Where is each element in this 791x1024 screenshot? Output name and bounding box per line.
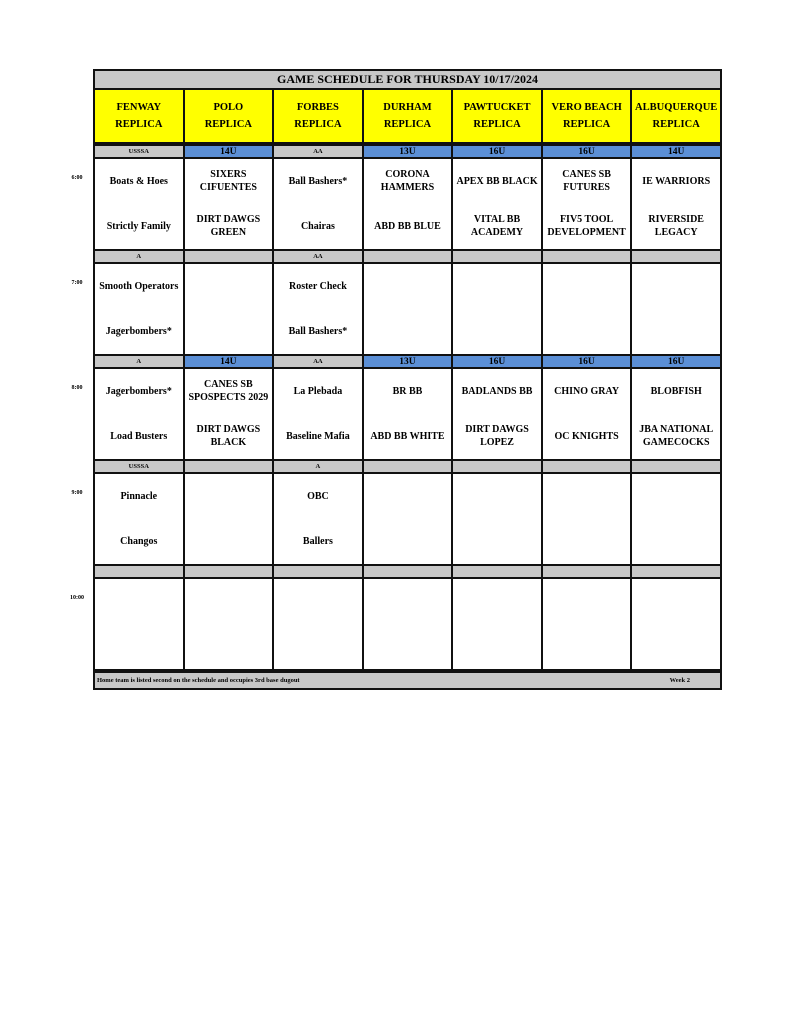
home-team (632, 310, 720, 354)
away-team (364, 474, 452, 520)
home-team (543, 415, 631, 459)
home-team (185, 205, 273, 249)
division-label: USSSA (94, 145, 184, 158)
away-team-name: Ball Bashers* (288, 175, 348, 187)
division-label (631, 565, 721, 578)
away-team (543, 159, 631, 205)
away-team-name: Roster Check (288, 280, 347, 292)
home-team (632, 625, 720, 669)
division-label (184, 565, 274, 578)
game-cell (94, 368, 184, 460)
away-team (543, 474, 631, 520)
away-team-name: APEX BB BLACK (456, 175, 538, 187)
division-label (631, 460, 721, 473)
away-team-name: La Plebada (293, 385, 343, 397)
home-team (95, 310, 183, 354)
away-team-name: BLOBFISH (650, 385, 702, 397)
home-team-name: JBA NATIONAL GAMECOCKS (639, 424, 714, 448)
away-team-name: IE WARRIORS (642, 175, 711, 187)
home-team-name: Ball Bashers* (288, 325, 348, 337)
away-team (453, 474, 541, 520)
home-team (185, 520, 273, 564)
time-slots-table (93, 144, 722, 671)
home-team (364, 520, 452, 564)
home-team (453, 205, 541, 249)
division-label: 16U (452, 145, 542, 158)
game-cell (273, 263, 363, 355)
division-label (184, 250, 274, 263)
away-team (453, 369, 541, 415)
away-team (95, 579, 183, 625)
home-team-name: Chairas (300, 220, 335, 232)
away-team (95, 159, 183, 205)
away-team (364, 369, 452, 415)
away-team (543, 264, 631, 310)
home-team-name: ABD BB BLUE (374, 220, 441, 232)
away-team-name: Jagerbombers* (105, 385, 172, 397)
division-label: A (94, 250, 184, 263)
division-label (631, 250, 721, 263)
away-team (274, 369, 362, 415)
game-cell (94, 158, 184, 250)
home-team (95, 625, 183, 669)
away-team (632, 369, 720, 415)
home-team-name: DIRT DAWGS BLACK (196, 424, 261, 448)
home-team (185, 310, 273, 354)
game-cell (452, 473, 542, 565)
time-slot-row (94, 158, 721, 250)
game-cell (631, 473, 721, 565)
game-cell (184, 263, 274, 355)
division-label (363, 460, 453, 473)
game-cell (94, 578, 184, 670)
away-team-name: Smooth Operators (99, 280, 179, 292)
home-team (453, 520, 541, 564)
game-cell (184, 158, 274, 250)
home-team (185, 415, 273, 459)
time-slot-row (94, 578, 721, 670)
field-header-fenway: FENWAY REPLICA (94, 89, 184, 143)
field-header-polo: POLO REPLICA (184, 89, 274, 143)
away-team (185, 369, 273, 415)
home-team-name: Ballers (302, 535, 333, 547)
division-label: AA (273, 145, 363, 158)
time-label: 6:00 (71, 175, 83, 181)
time-label: 7:00 (71, 280, 83, 286)
footer-bar (94, 672, 721, 689)
footer-table (93, 671, 722, 690)
division-band-row (94, 145, 721, 158)
game-cell (542, 368, 632, 460)
game-cell (452, 368, 542, 460)
game-cell (631, 158, 721, 250)
division-label: 13U (363, 145, 453, 158)
game-cell (363, 263, 453, 355)
game-cell (363, 368, 453, 460)
division-label: 13U (363, 355, 453, 368)
home-team-name: Changos (120, 535, 158, 547)
home-team (274, 415, 362, 459)
away-team (185, 264, 273, 310)
game-cell (273, 368, 363, 460)
game-cell (631, 263, 721, 355)
game-cell (542, 158, 632, 250)
home-team-note: Home team is listed second on the schedule and occupies 3rd base dugout (97, 677, 300, 684)
division-label (452, 565, 542, 578)
division-label: 16U (542, 355, 632, 368)
away-team (95, 264, 183, 310)
division-band-row (94, 460, 721, 473)
home-team (453, 310, 541, 354)
division-label (452, 460, 542, 473)
game-cell (184, 473, 274, 565)
division-label (452, 250, 542, 263)
home-team (453, 415, 541, 459)
division-label: 14U (184, 145, 274, 158)
home-team-name: FIV5 TOOL DEVELOPMENT (547, 214, 626, 238)
game-cell (542, 473, 632, 565)
division-label (273, 565, 363, 578)
away-team (453, 264, 541, 310)
division-label: AA (273, 250, 363, 263)
game-cell (452, 578, 542, 670)
home-team (543, 520, 631, 564)
time-slot-row (94, 473, 721, 565)
home-team-name: Strictly Family (106, 220, 171, 232)
game-cell (273, 473, 363, 565)
home-team (543, 310, 631, 354)
home-team (364, 205, 452, 249)
away-team (632, 264, 720, 310)
division-label: A (273, 460, 363, 473)
schedule-title: GAME SCHEDULE FOR THURSDAY 10/17/2024 (94, 70, 721, 89)
away-team-name: BADLANDS BB (461, 385, 533, 397)
division-label: 16U (452, 355, 542, 368)
division-band-row (94, 250, 721, 263)
time-label: 10:00 (70, 595, 84, 601)
division-band-row (94, 565, 721, 578)
division-band-row (94, 355, 721, 368)
away-team-name: CANES SB FUTURES (562, 169, 611, 193)
schedule-table (93, 69, 722, 144)
game-cell (94, 263, 184, 355)
time-label: 9:00 (71, 490, 83, 496)
away-team-name: CANES SB SPOSPECTS 2029 (188, 379, 269, 403)
division-label: A (94, 355, 184, 368)
away-team (364, 264, 452, 310)
week-label: Week 2 (669, 677, 690, 684)
away-team (185, 159, 273, 205)
home-team (274, 205, 362, 249)
home-team (453, 625, 541, 669)
away-team (453, 579, 541, 625)
field-header-pawtucket: PAWTUCKET REPLICA (452, 89, 542, 143)
division-label: USSSA (94, 460, 184, 473)
game-cell (94, 473, 184, 565)
home-team (95, 520, 183, 564)
division-label (363, 250, 453, 263)
home-team (364, 310, 452, 354)
field-header-row (94, 89, 721, 143)
away-team-name: CHINO GRAY (554, 385, 620, 397)
game-cell (452, 158, 542, 250)
away-team (274, 474, 362, 520)
division-label (542, 250, 632, 263)
away-team (543, 369, 631, 415)
home-team (274, 520, 362, 564)
home-team-name: Load Busters (110, 430, 168, 442)
home-team (274, 625, 362, 669)
home-team-name: DIRT DAWGS LOPEZ (465, 424, 529, 448)
home-team (185, 625, 273, 669)
away-team-name: Pinnacle (120, 490, 158, 502)
division-label: AA (273, 355, 363, 368)
game-cell (631, 368, 721, 460)
division-label (363, 565, 453, 578)
game-cell (542, 263, 632, 355)
game-cell (631, 578, 721, 670)
away-team (543, 579, 631, 625)
field-header-vero-beach: VERO BEACH REPLICA (542, 89, 632, 143)
game-cell (363, 473, 453, 565)
away-team-name: Boats & Hoes (109, 175, 168, 187)
division-label (542, 460, 632, 473)
home-team (95, 205, 183, 249)
home-team (543, 625, 631, 669)
time-slot-row (94, 263, 721, 355)
home-team (632, 520, 720, 564)
away-team-name: BR BB (392, 385, 423, 397)
home-team-name: Jagerbombers* (105, 325, 172, 337)
time-label: 8:00 (71, 385, 83, 391)
home-team-name: VITAL BB ACADEMY (470, 214, 524, 238)
away-team (274, 264, 362, 310)
game-cell (273, 158, 363, 250)
home-team-name: OC KNIGHTS (554, 430, 619, 442)
division-label: 16U (631, 355, 721, 368)
game-cell (363, 158, 453, 250)
home-team-name: DIRT DAWGS GREEN (196, 214, 261, 238)
away-team (632, 579, 720, 625)
field-header-albuquerque: ALBUQUERQUE REPLICA (631, 89, 721, 143)
home-team-name: ABD BB WHITE (370, 430, 445, 442)
away-team (185, 474, 273, 520)
time-slot-row (94, 368, 721, 460)
game-cell (363, 578, 453, 670)
away-team (274, 579, 362, 625)
away-team (95, 369, 183, 415)
away-team (453, 159, 541, 205)
away-team (274, 159, 362, 205)
division-label (542, 565, 632, 578)
division-label: 14U (184, 355, 274, 368)
home-team (95, 415, 183, 459)
schedule-sheet (93, 69, 722, 690)
field-header-forbes: FORBES REPLICA (273, 89, 363, 143)
game-cell (184, 368, 274, 460)
home-team-name: Baseline Mafia (286, 430, 350, 442)
home-team (364, 625, 452, 669)
game-cell (184, 578, 274, 670)
division-label (184, 460, 274, 473)
game-cell (452, 263, 542, 355)
division-label: 14U (631, 145, 721, 158)
away-team-name: SIXERS CIFUENTES (199, 169, 257, 193)
away-team (364, 579, 452, 625)
away-team (364, 159, 452, 205)
home-team (632, 205, 720, 249)
field-header-durham: DURHAM REPLICA (363, 89, 453, 143)
division-label (94, 565, 184, 578)
away-team (632, 159, 720, 205)
home-team (274, 310, 362, 354)
home-team (543, 205, 631, 249)
game-cell (273, 578, 363, 670)
home-team (364, 415, 452, 459)
home-team-name: RIVERSIDE LEGACY (648, 214, 704, 238)
away-team (185, 579, 273, 625)
away-team-name: CORONA HAMMERS (380, 169, 435, 193)
game-cell (542, 578, 632, 670)
away-team-name: OBC (307, 490, 329, 502)
home-team (632, 415, 720, 459)
away-team (95, 474, 183, 520)
away-team (632, 474, 720, 520)
division-label: 16U (542, 145, 632, 158)
